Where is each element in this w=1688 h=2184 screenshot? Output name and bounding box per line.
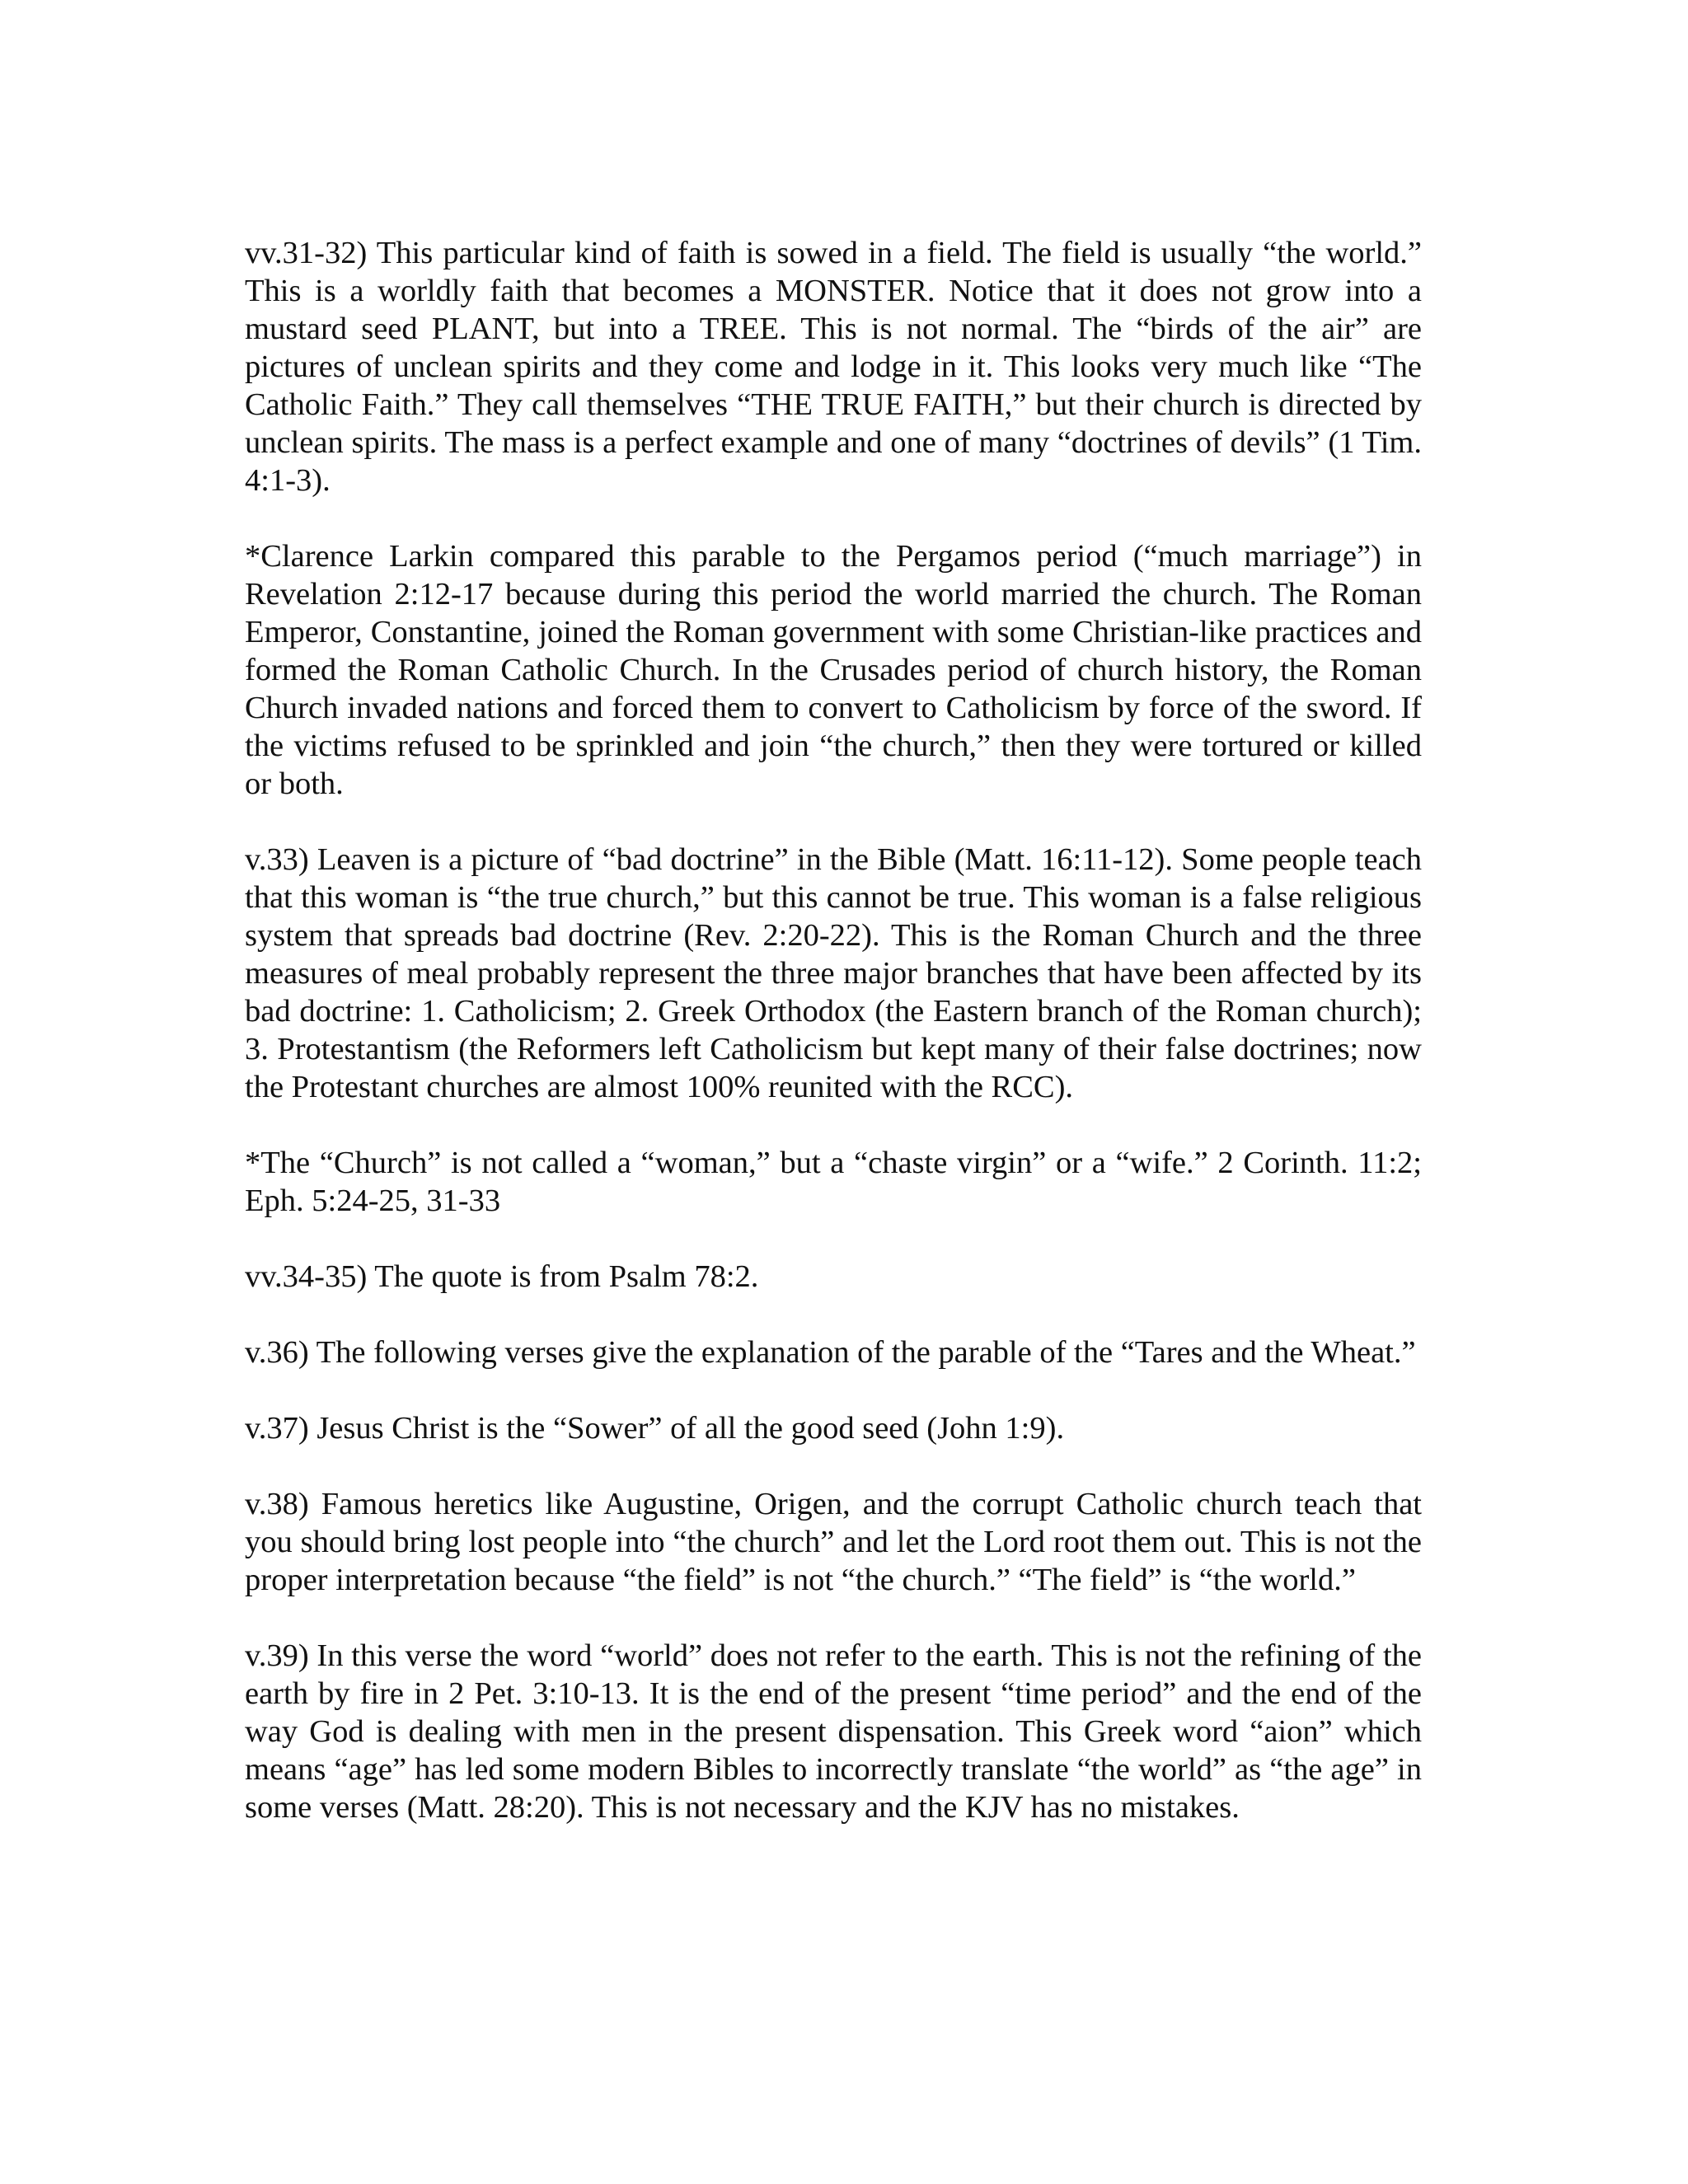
paragraph-larkin-note: *Clarence Larkin compared this parable to the Pergamos period (“much marriage”) in Revelation 2:12-17 because during this period the world married the church. The Roman Emperor, Constantine, joined the Roman government with some Christian-like practices and formed the Roman Catholic Church. In the Crusades period of church history, the Roman Church invaded nations and forced them to convert to Catholicism by force of the sword. If the victims refused to be sprinkled and join “the church,” then they were tortured or killed or both. xyxy=(245,539,1422,801)
paragraph-v39: v.39) In this verse the word “world” does not refer to the earth. This is not the refining of the earth by fire in 2 Pet. 3:10-13. It is the end of the present “time period” and the end of the way God is dealing with men in the present dispensation. This Greek word “aion” which means “age” has led some modern Bibles to incorrectly translate “the world” as “the age” in some verses (Matt. 28:20). This is not necessary and the KJV has no mistakes. xyxy=(245,1638,1422,1825)
paragraph-vv31-32: vv.31-32) This particular kind of faith is sowed in a field. The field is usually “the world.” This is a worldly faith that becomes a MONSTER. Notice that it does not grow into a mustard seed PLANT, but into a TREE. This is not normal. The “birds of the air” are pictures of unclean spirits and they come and lodge in it. This looks very much like “The Catholic Faith.” They call themselves “THE TRUE FAITH,” but their church is directed by unclean spirits. The mass is a perfect example and one of many “doctrines of devils” (1 Tim. 4:1-3). xyxy=(245,236,1422,498)
paragraph-church-note: *The “Church” is not called a “woman,” but a “chaste virgin” or a “wife.” 2 Corinth. 11:2; Eph. 5:24-25, 31-33 xyxy=(245,1146,1422,1218)
paragraph-vv34-35: vv.34-35) The quote is from Psalm 78:2. xyxy=(245,1259,759,1294)
paragraph-v33: v.33) Leaven is a picture of “bad doctrine” in the Bible (Matt. 16:11-12). Some people teach that this woman is “the true church,” but this cannot be true. This woman is a false religious system that spreads bad doctrine (Rev. 2:20-22). This is the Roman Church and the three measures of meal probably represent the three major branches that have been affected by its bad doctrine: 1. Catholicism; 2. Greek Orthodox (the Eastern branch of the Roman church); 3. Protestantism (the Reformers left Catholicism but kept many of their false doctrines; now the Protestant churches are almost 100% reunited with the RCC). xyxy=(245,842,1422,1104)
paragraph-v36: v.36) The following verses give the explanation of the parable of the “Tares and the Wheat.” xyxy=(245,1335,1416,1370)
document-page xyxy=(245,234,1422,1826)
paragraph-v37: v.37) Jesus Christ is the “Sower” of all the good seed (John 1:9). xyxy=(245,1411,1065,1446)
paragraph-v38: v.38) Famous heretics like Augustine, Origen, and the corrupt Catholic church teach that you should bring lost people into “the church” and let the Lord root them out. This is not the proper interpretation because “the field” is not “the church.” “The field” is “the world.” xyxy=(245,1487,1422,1597)
